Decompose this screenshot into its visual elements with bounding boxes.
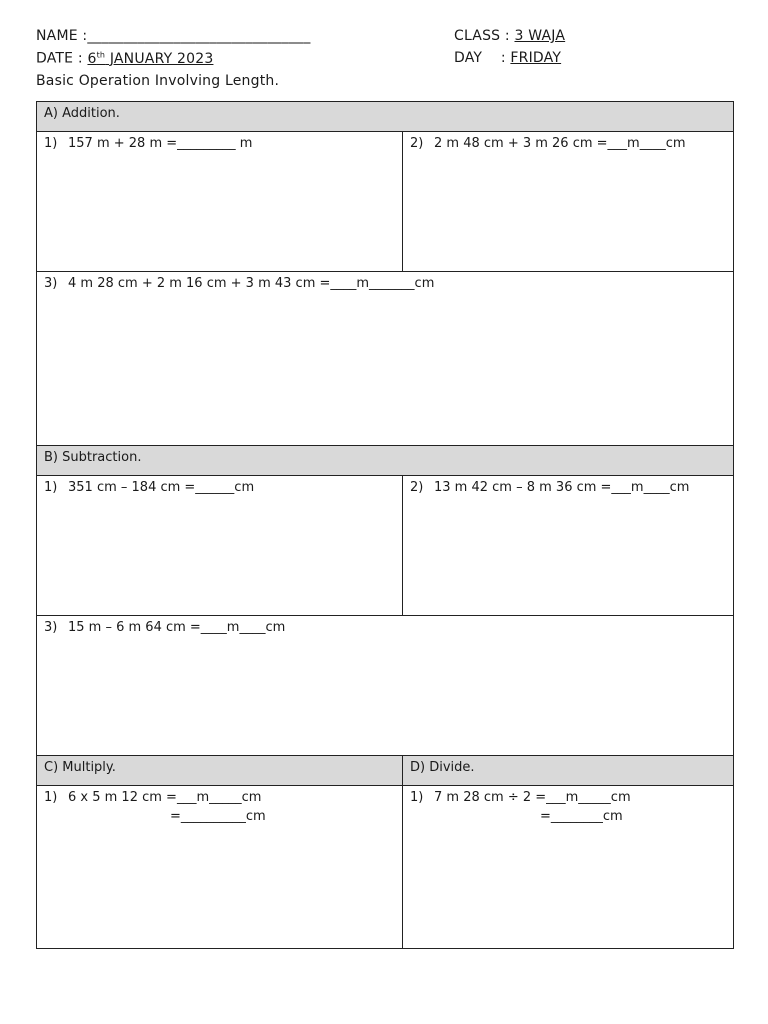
divide-q1-line2: =________cm [540,809,623,824]
name-line [36,28,311,44]
addition-q1-text: 157 m + 28 m =_________ m [68,136,253,151]
class-line [454,28,565,44]
section-multiply-header: C) Multiply. [37,756,403,786]
date-label: DATE : [36,50,83,67]
divide-q1-cell[interactable] [403,786,734,949]
section-divide-header: D) Divide. [403,756,734,786]
day-line [454,50,561,66]
addition-q2-number: 2) [410,136,424,151]
divide-q1-text: 7 m 28 cm ÷ 2 =___m_____cm [434,790,631,805]
subtraction-q2-text: 13 m 42 cm – 8 m 36 cm =___m____cm [434,480,690,495]
addition-q3-cell[interactable] [37,272,734,446]
divide-q1-number: 1) [410,790,424,805]
addition-q1-number: 1) [44,136,58,151]
class-value: 3 WAJA [514,28,566,44]
addition-q2-cell[interactable] [403,132,734,272]
worksheet-subtitle: Basic Operation Involving Length. [36,73,280,89]
subtraction-q3-cell[interactable] [37,616,734,756]
date-rest: JANUARY 2023 [105,50,214,67]
subtraction-q1-cell[interactable] [37,476,403,616]
multiply-q1-number: 1) [44,790,58,805]
addition-q3-text: 4 m 28 cm + 2 m 16 cm + 3 m 43 cm =____m_______cm [68,276,435,291]
day-value: FRIDAY [510,50,562,66]
day-separator: : [500,50,506,66]
addition-q1-cell[interactable] [37,132,403,272]
subtraction-q2-cell[interactable] [403,476,734,616]
multiply-q1-line2: =__________cm [170,809,266,824]
date-line [36,50,213,67]
name-label: NAME : [36,28,88,44]
section-addition-header: A) Addition. [37,102,734,132]
date-day: 6 [87,50,97,67]
class-label: CLASS : [454,28,510,44]
date-suffix: th [96,50,106,59]
subtraction-q3-number: 3) [44,620,58,635]
addition-q2-text: 2 m 48 cm + 3 m 26 cm =___m____cm [434,136,686,151]
addition-q3-number: 3) [44,276,58,291]
subtraction-q2-number: 2) [410,480,424,495]
subtraction-q1-number: 1) [44,480,58,495]
day-label: DAY [454,50,483,66]
multiply-q1-cell[interactable] [37,786,403,949]
name-blank[interactable]: _______________________________ [87,28,311,44]
date-value [87,51,213,67]
subtraction-q1-text: 351 cm – 184 cm =______cm [68,480,255,495]
subtraction-q3-text: 15 m – 6 m 64 cm =____m____cm [68,620,286,635]
multiply-q1-text: 6 x 5 m 12 cm =___m_____cm [68,790,262,805]
worksheet-table [36,101,734,949]
section-subtraction-header: B) Subtraction. [37,446,734,476]
